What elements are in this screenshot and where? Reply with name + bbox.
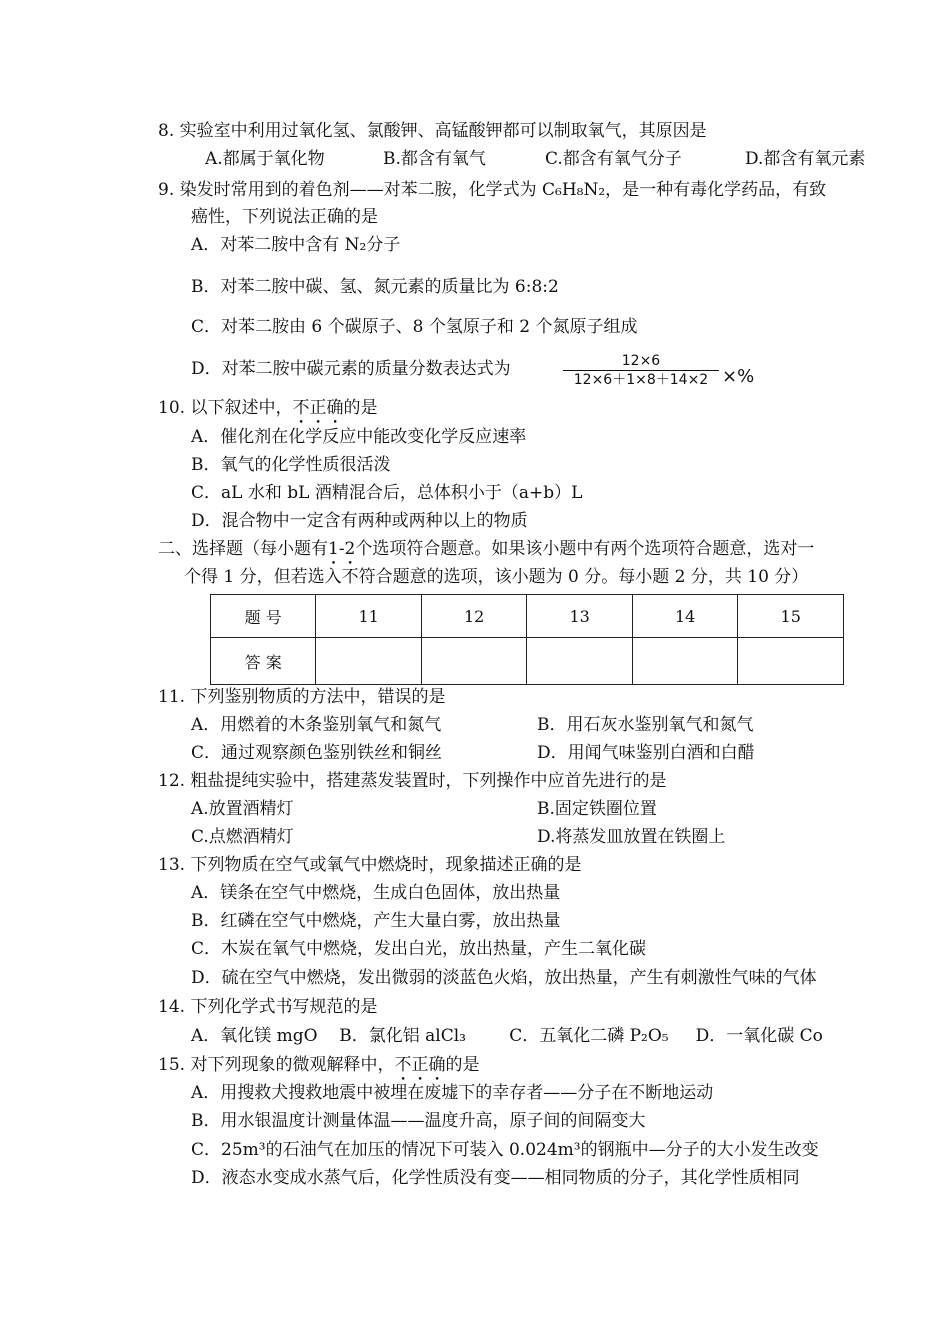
- q15-stem-post: 的是: [445, 1055, 480, 1075]
- q8-option-d: D.都含有氧元素: [745, 149, 866, 169]
- answer-cell-11[interactable]: [316, 638, 422, 685]
- q12-stem: 12. 粗盐提纯实验中，搭建蒸发装置时，下列操作中应首先进行的是: [158, 771, 667, 791]
- answer-label: 答 案: [211, 638, 316, 685]
- section2-pre: 二、选择题（每小题有: [158, 539, 328, 559]
- q11-option-a: A．用燃着的木条鉴别氧气和氮气: [191, 715, 442, 735]
- question-number-12: 12: [421, 595, 527, 638]
- formula-percent: ×%: [722, 366, 755, 387]
- answer-table-header-row: [211, 595, 844, 638]
- answer-cell-13[interactable]: [527, 638, 633, 685]
- q10-option-a: A．催化剂在化学反应中能改变化学反应速率: [191, 427, 527, 447]
- q8-option-a: A.都属于氧化物: [205, 149, 325, 169]
- q8-option-b: B.都含有氧气: [383, 149, 486, 169]
- section2-post: 个选项符合题意。如果该小题中有两个选项符合题意，选对一: [355, 539, 815, 559]
- q11-option-b: B．用石灰水鉴别氧气和氮气: [537, 715, 754, 735]
- q9-stem-line2: 癌性，下列说法正确的是: [191, 207, 378, 227]
- q13-option-a: A．镁条在空气中燃烧，生成白色固体，放出热量: [191, 883, 561, 903]
- answer-table-answer-row: [211, 638, 844, 685]
- answer-table: [210, 594, 844, 685]
- q13-option-b: B．红磷在空气中燃烧，产生大量白雾，放出热量: [191, 911, 561, 931]
- question-number-13: 13: [527, 595, 633, 638]
- q10-stem-emphasis: 不正确: [292, 398, 344, 418]
- q9-stem-line1: 9. 染发时常用到的着色剂——对苯二胺，化学式为 C₆H₈N₂，是一种有毒化学药品，有致: [158, 180, 827, 200]
- answer-cell-14[interactable]: [632, 638, 738, 685]
- q12-option-c: C.点燃酒精灯: [191, 827, 294, 847]
- q14-stem: 14. 下列化学式书写规范的是: [158, 997, 378, 1017]
- q9-option-c: C．对苯二胺由 6 个碳原子、8 个氢原子和 2 个氮原子组成: [191, 317, 638, 337]
- q15-option-c: C．25m³的石油气在加压的情况下可装入 0.024m³的钢瓶中—分子的大小发生改变: [191, 1140, 819, 1160]
- q12-option-a: A.放置酒精灯: [191, 799, 294, 819]
- q10-option-d: D．混合物中一定含有两种或两种以上的物质: [191, 511, 528, 531]
- q10-stem: [158, 396, 377, 428]
- formula-denominator: 12×6＋1×8＋14×2: [573, 372, 709, 388]
- q14-options: A．氧化镁 mgO B．氯化铝 alCl₃ C．五氧化二磷 P₂O₅ D．一氧化碳 Co: [191, 1026, 823, 1046]
- q11-stem: 11. 下列鉴别物质的方法中，错误的是: [158, 687, 446, 707]
- q9-option-d: D．对苯二胺中碳元素的质量分数表达式为: [191, 359, 511, 379]
- q13-option-d: D．硫在空气中燃烧，发出微弱的淡蓝色火焰，放出热量，产生有刺激性气味的气体: [191, 968, 817, 988]
- mass-fraction-formula: [563, 352, 719, 389]
- section2-emphasis: 1-2: [328, 539, 356, 559]
- q10-option-c: C．aL 水和 bL 酒精混合后，总体积小于（a+b）L: [191, 483, 583, 503]
- question-number-15: 15: [738, 595, 844, 638]
- q15-stem-pre: 15. 对下列现象的微观解释中，: [158, 1055, 395, 1075]
- answer-cell-12[interactable]: [421, 638, 527, 685]
- answer-cell-15[interactable]: [738, 638, 844, 685]
- q8-stem: 8. 实验室中利用过氧化氢、氯酸钾、高锰酸钾都可以制取氧气，其原因是: [158, 121, 707, 141]
- q8-option-c: C.都含有氧气分子: [545, 149, 682, 169]
- q15-stem-emphasis: 不正确: [394, 1055, 446, 1075]
- q10-option-b: B．氧气的化学性质很活泼: [191, 455, 391, 475]
- question-number-14: 14: [632, 595, 738, 638]
- formula-numerator: 12×6: [621, 353, 661, 369]
- q15-option-d: D．液态水变成水蒸气后，化学性质没有变——相同物质的分子，其化学性质相同: [191, 1168, 800, 1188]
- q9-option-a: A．对苯二胺中含有 N₂分子: [191, 235, 401, 255]
- section2-heading-line2: 个得 1 分，但若选入不符合题意的选项，该小题为 0 分。每小题 2 分，共 10 分）: [184, 567, 809, 587]
- q12-option-b: B.固定铁圈位置: [537, 799, 657, 819]
- question-number-11: 11: [316, 595, 422, 638]
- q13-option-c: C．木炭在氧气中燃烧，发出白光，放出热量，产生二氧化碳: [191, 939, 647, 959]
- q15-option-a: A．用搜救犬搜救地震中被埋在废墟下的幸存者——分子在不断地运动: [191, 1083, 714, 1103]
- q9-option-b: B．对苯二胺中碳、氢、氮元素的质量比为 6:8:2: [191, 277, 559, 297]
- q11-option-d: D．用闻气味鉴别白酒和白醋: [537, 743, 755, 763]
- q13-stem: 13. 下列物质在空气或氧气中燃烧时，现象描述正确的是: [158, 855, 582, 875]
- q15-option-b: B．用水银温度计测量体温——温度升高，原子间的间隔变大: [191, 1111, 646, 1131]
- q10-stem-pre: 10. 以下叙述中，: [158, 398, 293, 418]
- question-number-label: 题 号: [211, 595, 316, 638]
- q11-option-c: C．通过观察颜色鉴别铁丝和铜丝: [191, 743, 443, 763]
- q10-stem-post: 的是: [343, 398, 378, 418]
- q12-option-d: D.将蒸发皿放置在铁圈上: [537, 827, 726, 847]
